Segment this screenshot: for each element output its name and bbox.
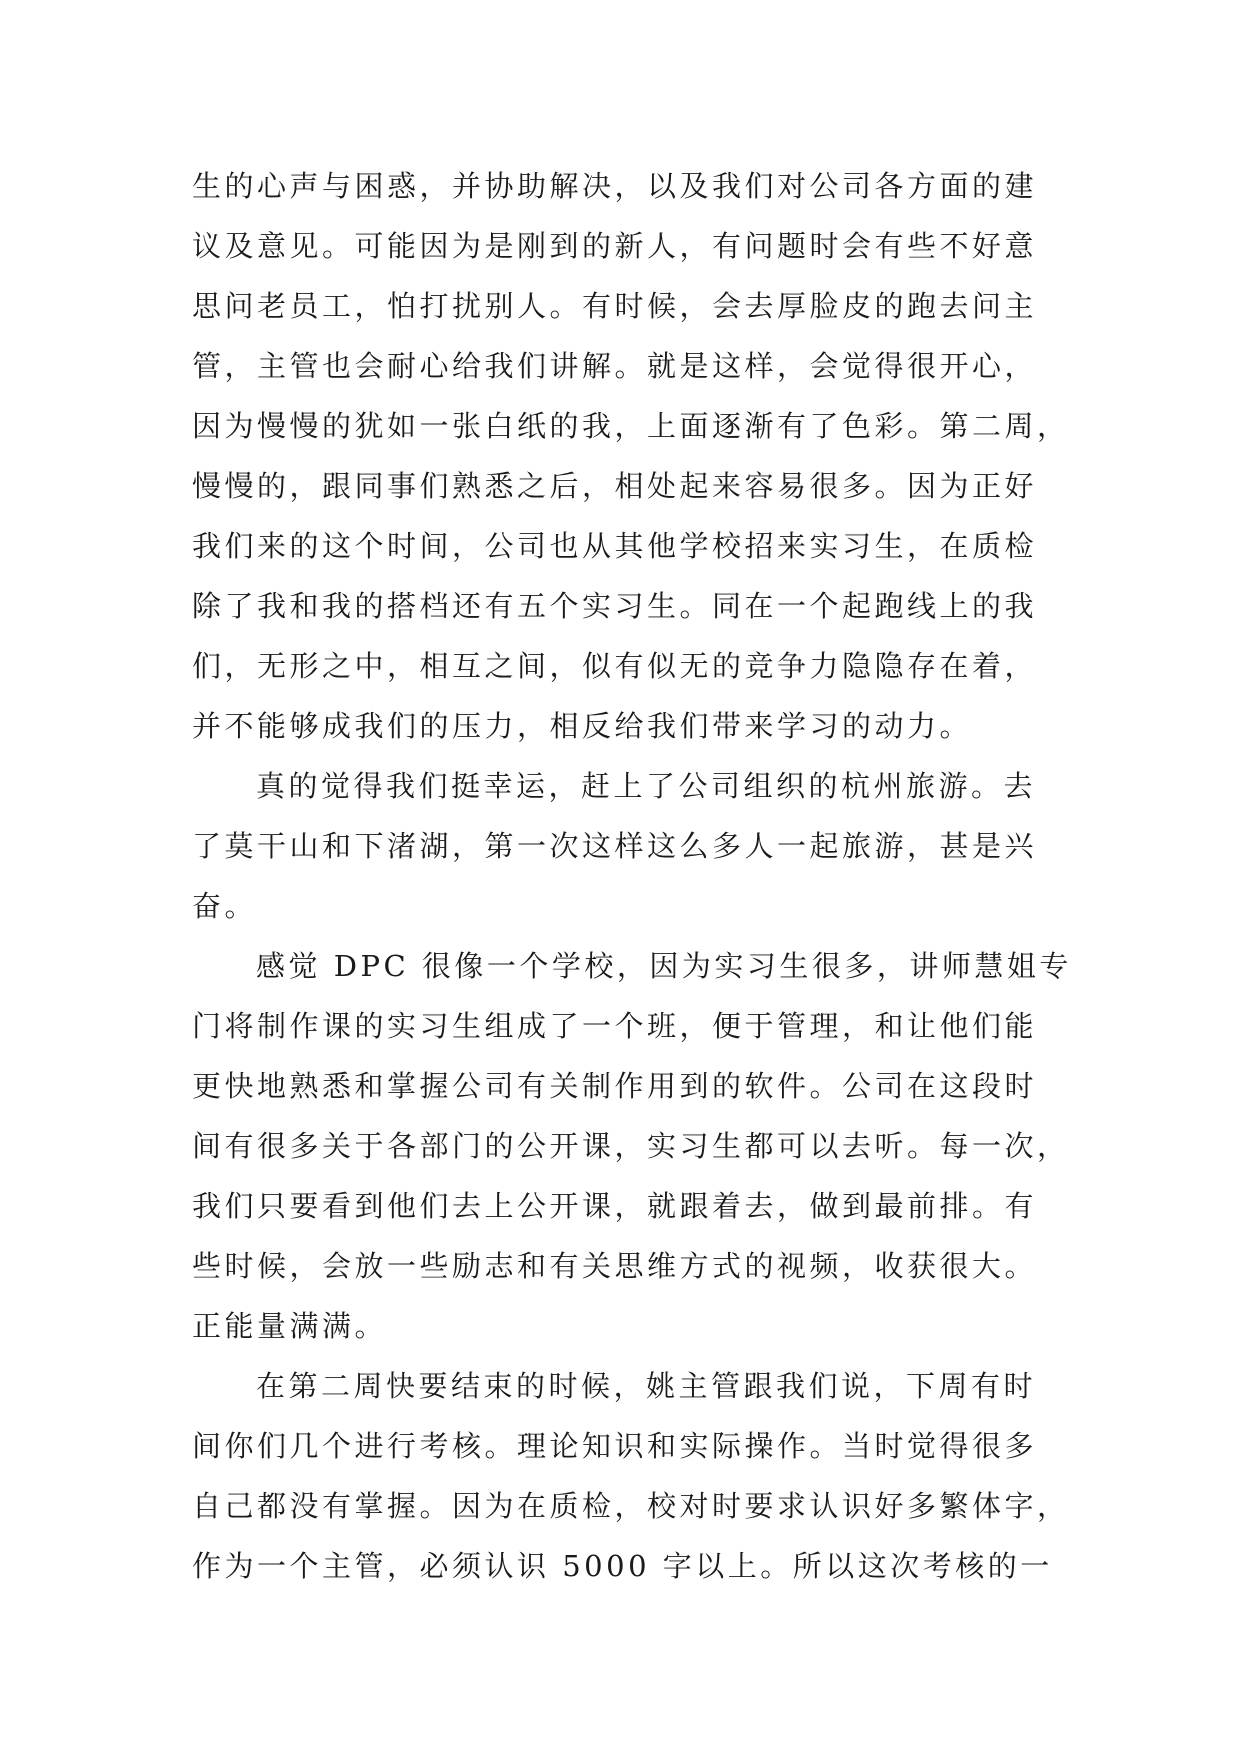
- text-line: 真的觉得我们挺幸运，赶上了公司组织的杭州旅游。去: [256, 769, 1037, 803]
- text-line: 自己都没有掌握。因为在质检，校对时要求认识好多繁体字，: [192, 1489, 1070, 1523]
- text-line: 因为慢慢的犹如一张白纸的我，上面逐渐有了色彩。第二周，: [192, 409, 1070, 443]
- text-line: 在第二周快要结束的时候，姚主管跟我们说，下周有时: [256, 1369, 1037, 1403]
- text-line: 正能量满满。: [192, 1309, 388, 1343]
- text-line: 门将制作课的实习生组成了一个班，便于管理，和让他们能: [192, 1009, 1038, 1043]
- text-line: 除了我和我的搭档还有五个实习生。同在一个起跑线上的我: [192, 589, 1038, 623]
- text-line: 间有很多关于各部门的公开课，实习生都可以去听。每一次，: [192, 1129, 1070, 1163]
- text-line: 生的心声与困惑，并协助解决，以及我们对公司各方面的建: [192, 169, 1038, 203]
- text-line: 作为一个主管，必须认识 5000 字以上。所以这次考核的一: [192, 1549, 1053, 1583]
- text-line: 议及意见。可能因为是刚到的新人，有问题时会有些不好意: [192, 229, 1038, 263]
- text-line: 感觉 DPC 很像一个学校，因为实习生很多，讲师慧姐专: [256, 949, 1072, 983]
- text-line: 们，无形之中，相互之间，似有似无的竞争力隐隐存在着，: [192, 649, 1038, 683]
- paragraph-4: [192, 1356, 1070, 1596]
- paragraph-2: [192, 756, 1062, 936]
- text-line: 更快地熟悉和掌握公司有关制作用到的软件。公司在这段时: [192, 1069, 1038, 1103]
- text-line: 思问老员工，怕打扰别人。有时候，会去厚脸皮的跑去问主: [192, 289, 1038, 323]
- text-line: 我们来的这个时间，公司也从其他学校招来实习生，在质检: [192, 529, 1038, 563]
- paragraph-3: [192, 936, 1072, 1356]
- text-line: 我们只要看到他们去上公开课，就跟着去，做到最前排。有: [192, 1189, 1038, 1223]
- text-line: 些时候，会放一些励志和有关思维方式的视频，收获很大。: [192, 1249, 1038, 1283]
- text-line: 奋。: [192, 889, 258, 923]
- document-body: [192, 156, 1072, 1596]
- paragraph-1: [192, 156, 1070, 756]
- text-line: 了莫干山和下渚湖，第一次这样这么多人一起旅游，甚是兴: [192, 829, 1038, 863]
- text-line: 并不能够成我们的压力，相反给我们带来学习的动力。: [192, 709, 973, 743]
- text-line: 管，主管也会耐心给我们讲解。就是这样，会觉得很开心，: [192, 349, 1038, 383]
- text-line: 间你们几个进行考核。理论知识和实际操作。当时觉得很多: [192, 1429, 1038, 1463]
- text-line: 慢慢的，跟同事们熟悉之后，相处起来容易很多。因为正好: [192, 469, 1038, 503]
